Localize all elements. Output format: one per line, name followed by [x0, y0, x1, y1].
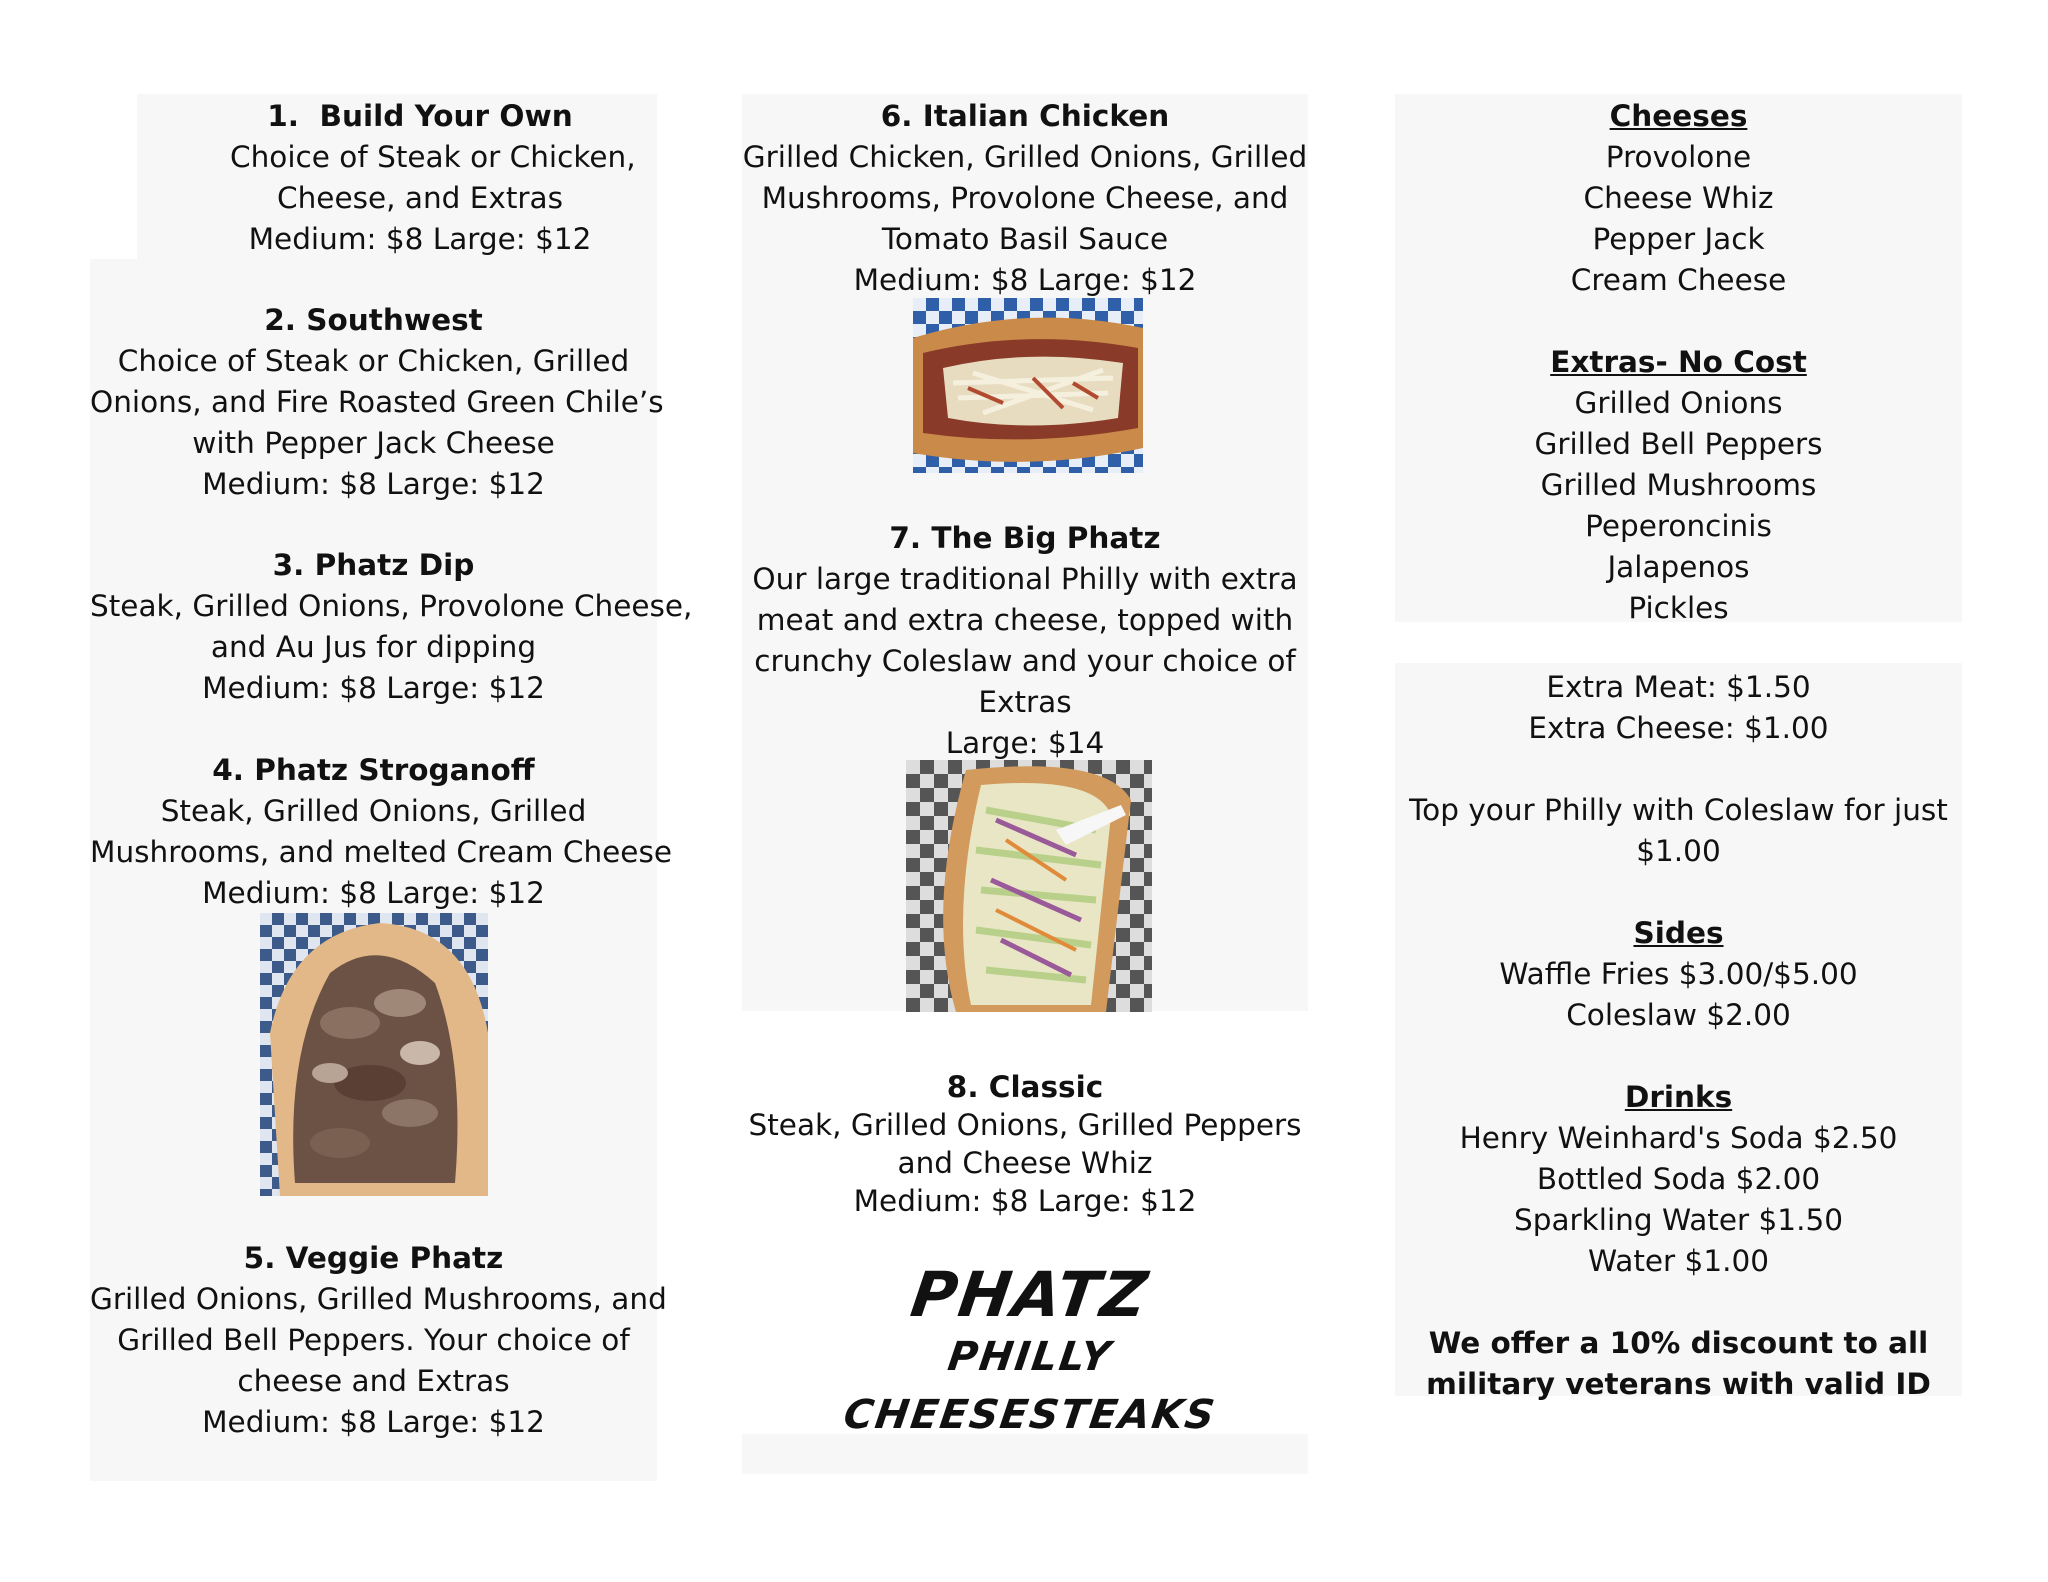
item-title: 1. Build Your Own [267, 99, 573, 133]
item-description-line: crunchy Coleslaw and your choice of [754, 644, 1296, 678]
list-item: Cheese Whiz [1583, 181, 1774, 215]
item-description-line: Choice of Steak or Chicken, Grilled [117, 344, 630, 378]
menu-item-build-your-own [230, 96, 636, 260]
list-item: Grilled Onions [1574, 386, 1783, 420]
item-price: Medium: $8 Large: $12 [248, 222, 592, 256]
item-description-line: Steak, Grilled Onions, Grilled Peppers [748, 1108, 1302, 1142]
logo-line-phatz: PHATZ [906, 1258, 1154, 1331]
stroganoff-photo [260, 913, 488, 1196]
item-description-line: Onions, and Fire Roasted Green Chile’s [90, 385, 664, 419]
item-description-line: Steak, Grilled Onions, Provolone Cheese, [90, 589, 693, 623]
item-description-line: Cheese, and Extras [277, 181, 563, 215]
sides-section [1395, 913, 1962, 1036]
item-description-line: Tomato Basil Sauce [881, 222, 1169, 256]
item-title: 5. Veggie Phatz [243, 1241, 504, 1275]
item-title: 6. Italian Chicken [880, 99, 1170, 133]
list-item: Water $1.00 [1587, 1244, 1770, 1278]
menu-item-big-phatz [742, 518, 1308, 764]
item-title: 3. Phatz Dip [272, 548, 475, 582]
list-item: Sparkling Water $1.50 [1514, 1203, 1843, 1237]
item-description-line: and Au Jus for dipping [210, 630, 537, 664]
item-price: Medium: $8 Large: $12 [202, 876, 545, 910]
menu-item-southwest [90, 300, 664, 505]
list-item: Henry Weinhard's Soda $2.50 [1459, 1121, 1898, 1155]
section-heading: Extras- No Cost [1550, 345, 1807, 379]
list-item: Extra Cheese: $1.00 [1528, 711, 1829, 745]
addons-section [1395, 667, 1962, 872]
item-title: 2. Southwest [264, 303, 483, 337]
item-description-line: Steak, Grilled Onions, Grilled [160, 794, 587, 828]
drinks-section [1395, 1077, 1962, 1282]
item-price: Medium: $8 Large: $12 [202, 671, 545, 705]
brand-logo [745, 1258, 1315, 1444]
list-item: Waffle Fries $3.00/$5.00 [1499, 957, 1858, 991]
big-phatz-photo [906, 760, 1152, 1012]
discount-line: We offer a 10% discount to all [1428, 1326, 1929, 1360]
list-item: Peperoncinis [1585, 509, 1772, 543]
list-item: Jalapenos [1607, 550, 1750, 584]
item-description-line: Mushrooms, and melted Cream Cheese [90, 835, 672, 869]
extras-section [1395, 342, 1962, 629]
list-item: Extra Meat: $1.50 [1546, 670, 1811, 704]
item-title: 4. Phatz Stroganoff [212, 753, 535, 787]
list-item: Grilled Mushrooms [1540, 468, 1817, 502]
list-item: Coleslaw $2.00 [1566, 998, 1791, 1032]
item-description-line: with Pepper Jack Cheese [192, 426, 555, 460]
discount-line: military veterans with valid ID [1426, 1367, 1931, 1401]
logo-line-cheesesteaks: CHEESESTEAKS [840, 1392, 1220, 1438]
item-description-line: Extras [978, 685, 1072, 719]
item-description-line: Grilled Chicken, Grilled Onions, Grilled [742, 140, 1308, 174]
list-item: Grilled Bell Peppers [1534, 427, 1823, 461]
section-heading: Drinks [1624, 1080, 1733, 1114]
menu-item-phatz-stroganoff [90, 750, 672, 914]
logo-line-philly: PHILLY [945, 1334, 1115, 1380]
section-heading: Cheeses [1609, 99, 1748, 133]
item-title: 8. Classic [946, 1070, 1104, 1104]
list-item: Pepper Jack [1592, 222, 1765, 256]
item-description-line: Choice of Steak or Chicken, [230, 140, 636, 174]
item-description-line: Grilled Bell Peppers. Your choice of [117, 1323, 630, 1357]
item-price: Medium: $8 Large: $12 [853, 263, 1197, 297]
menu-item-classic [742, 1068, 1308, 1220]
coleslaw-offer-line: $1.00 [1636, 834, 1721, 868]
item-title: 7. The Big Phatz [889, 521, 1161, 555]
cheeses-section [1395, 96, 1962, 301]
veteran-discount-note [1395, 1323, 1962, 1405]
menu-item-italian-chicken [742, 96, 1308, 301]
item-description-line: Mushrooms, Provolone Cheese, and [761, 181, 1289, 215]
list-item: Bottled Soda $2.00 [1536, 1162, 1821, 1196]
item-description-line: meat and extra cheese, topped with [756, 603, 1294, 637]
italian-chicken-photo [913, 298, 1143, 473]
item-price: Medium: $8 Large: $12 [202, 1405, 545, 1439]
item-price: Large: $14 [945, 726, 1105, 760]
section-heading: Sides [1633, 916, 1724, 950]
item-price: Medium: $8 Large: $12 [202, 467, 545, 501]
list-item: Cream Cheese [1570, 263, 1787, 297]
menu-item-veggie-phatz [90, 1238, 667, 1443]
item-description-line: Our large traditional Philly with extra [752, 562, 1298, 596]
list-item: Pickles [1628, 591, 1729, 625]
item-price: Medium: $8 Large: $12 [853, 1184, 1197, 1218]
item-description-line: and Cheese Whiz [897, 1146, 1153, 1180]
item-description-line: Grilled Onions, Grilled Mushrooms, and [90, 1282, 667, 1316]
menu-item-phatz-dip [90, 545, 693, 709]
list-item: Provolone [1605, 140, 1752, 174]
coleslaw-offer-line: Top your Philly with Coleslaw for just [1409, 793, 1948, 827]
item-description-line: cheese and Extras [237, 1364, 510, 1398]
